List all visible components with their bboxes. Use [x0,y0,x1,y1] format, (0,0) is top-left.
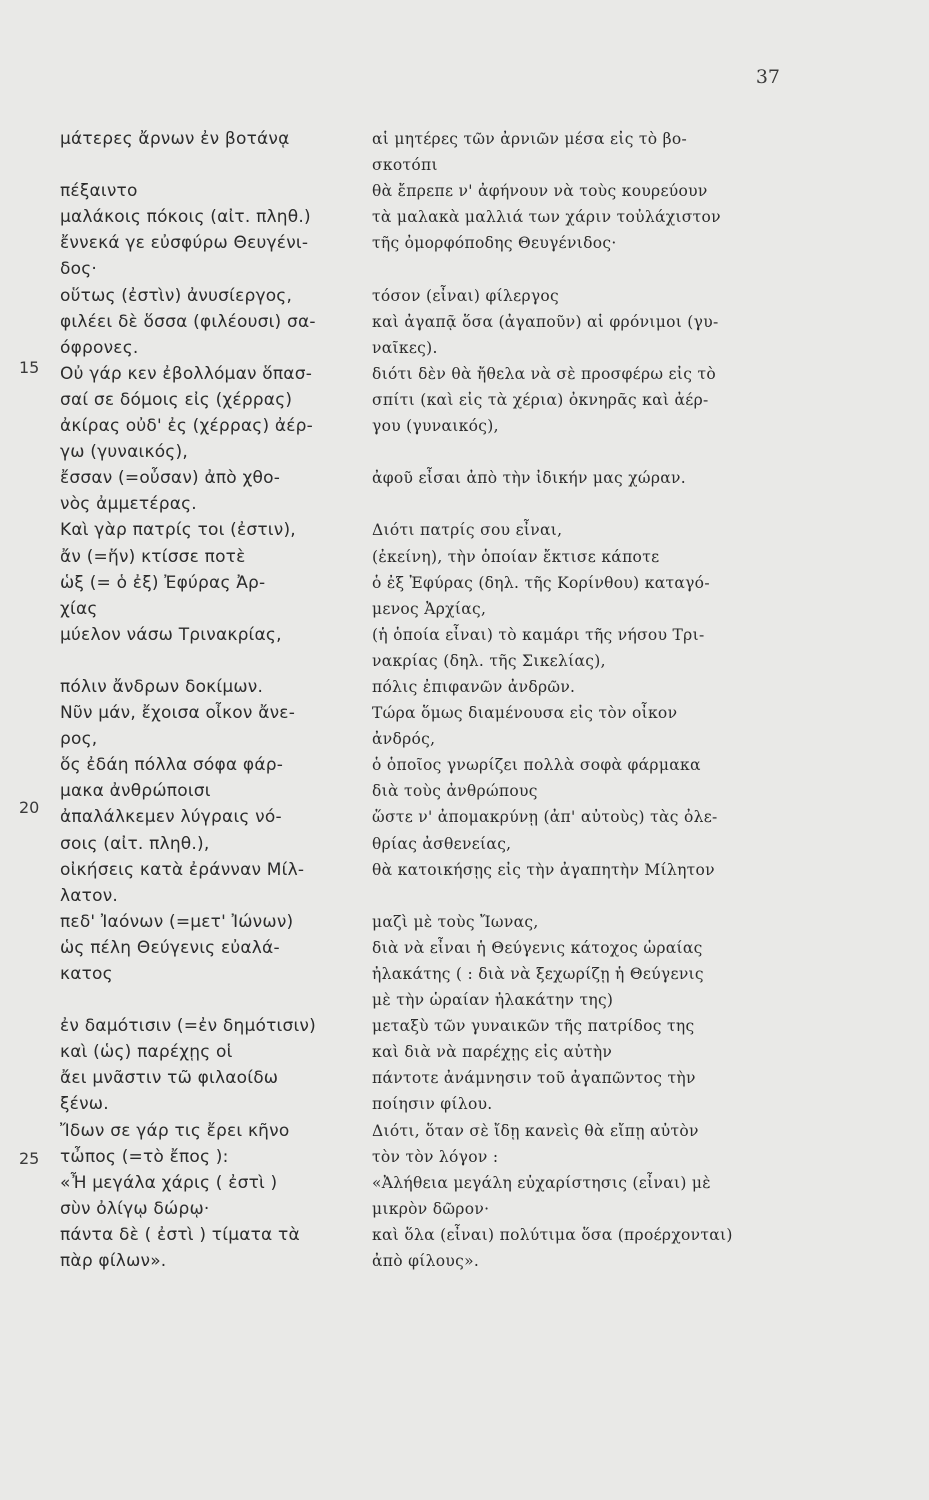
greek-text-line: οὕτως (ἐστὶν) ἀνυσίεργος, [60,285,293,306]
greek-text-line: φιλέει δὲ ὅσσα (φιλέουσι) σα- [60,311,316,332]
line-number-15: 15 [19,358,40,377]
greek-text-line [60,987,352,1013]
translation-line: θὰ κατοικήσῃς εἰς τὴν ἀγαπητὴν Μίλητον [372,860,715,879]
greek-text-line: πόλιν ἄνδρων δοκίμων. [60,676,264,697]
line-number-25: 25 [19,1149,40,1168]
greek-text-line: πάντα δὲ ( ἐστὶ ) τίματα τὰ [60,1224,300,1245]
translation-line: τὰ μαλακὰ μαλλιά των χάριν τοὐλάχιστον [372,208,721,227]
translation-line: διὰ τοὺς ἀνθρώπους [372,782,538,801]
translation-line: καὶ ἀγαπᾷ ὅσα (ἀγαποῦν) αἱ φρόνιμοι (γυ- [372,312,719,331]
translation-line: θρίας ἀσθενείας, [372,834,512,853]
greek-text-line: σοις (αἰτ. πληθ.), [60,833,210,854]
greek-text-line: μαλάκοις πόκοις (αἰτ. πληθ.) [60,207,311,228]
greek-text-line: «Ἦ μεγάλα χάρις ( ἐστὶ ) [60,1172,278,1193]
translation-line: μεταξὺ τῶν γυναικῶν τῆς πατρίδος της [372,1017,695,1036]
translation-line: ὁ ἐξ Ἐφύρας (δηλ. τῆς Κορίνθου) καταγό- [372,573,710,592]
greek-text-line: ὅς ἐδάη πόλλα σόφα φάρ- [60,755,284,776]
translation-line: θὰ ἔπρεπε ν' ἀφήνουν νὰ τοὺς κουρεύουν [372,182,708,201]
greek-text-line: ἔννεκά γε εὐσφύρω Θευγένι- [60,233,309,254]
translation-line: τὸν τὸν λόγον : [372,1147,499,1166]
greek-text-line: κατος [60,964,113,984]
translation-line: σπίτι (καὶ εἰς τὰ χέρια) ὀκνηρᾶς καὶ ἀέρ- [372,390,709,409]
translation-line: διότι δὲν θὰ ἤθελα νὰ σὲ προσφέρω εἰς τὸ [372,364,716,383]
greek-text-line: πέξαιντο [60,181,138,202]
translation-line: Τώρα ὅμως διαμένουσα εἰς τὸν οἶκον [372,704,678,723]
greek-text-line: Ἴδων σε γάρ τις ἔρει κῆνο [60,1120,290,1141]
greek-text-line: καὶ (ὡς) παρέχῃς οἱ [60,1042,233,1063]
translation-line: γου (γυναικός), [372,417,499,436]
translation-line: μαζὶ μὲ τοὺς Ἴωνας, [372,912,539,931]
translation-line [372,491,792,517]
greek-text-line: δος· [60,259,97,280]
translation-line [372,256,792,282]
translation-line: σκοτόπι [372,156,438,175]
greek-text-line: γω (γυναικός), [60,442,188,463]
greek-text-line: μάτερες ἄρνων ἐν βοτάνᾳ [60,129,290,149]
translation-line: καὶ διὰ νὰ παρέχῃς εἰς αὐτὴν [372,1043,613,1062]
greek-text-line: πὰρ φίλων». [60,1251,167,1272]
modern-greek-translation-column [372,126,792,1274]
greek-text-line: μακα ἀνθρώποισι [60,781,211,802]
greek-text-line: ὡς πέλη Θεύγενις εὐαλά- [60,937,280,958]
translation-line: ὁ ὁποῖος γνωρίζει πολλὰ σοφὰ φάρμακα [372,756,701,775]
line-number-20: 20 [19,798,40,817]
greek-text-line [60,152,352,178]
translation-line: τόσον (εἶναι) φίλεργος [372,286,560,305]
greek-text-line: Καὶ γὰρ πατρίς τοι (ἐστιν), [60,520,296,541]
translation-line: τῆς ὀμορφόποδης Θευγένιδος· [372,234,617,253]
translation-line: μὲ τὴν ὡραίαν ἠλακάτην της) [372,991,614,1010]
greek-text-line: ἀκίρας οὐδ' ἐς (χέρρας) ἀέρ- [60,416,314,437]
greek-text-line: ἄει μνᾶστιν τῶ φιλαοίδω [60,1068,279,1089]
translation-line: (ἐκείνη), τὴν ὁποίαν ἔκτισε κάποτε [372,547,660,566]
greek-text-line: τὦπος (=τὸ ἔπος ): [60,1146,229,1167]
translation-line [372,439,792,465]
greek-text-line: πεδ' Ἰαόνων (=μετ' Ἰώνων) [60,911,294,932]
translation-line: νακρίας (δηλ. τῆς Σικελίας), [372,651,606,670]
translation-line: πάντοτε ἀνάμνησιν τοῦ ἀγαπῶντος τὴν [372,1069,696,1088]
greek-text-line [60,648,352,674]
greek-text-line: ἀπαλάλκεμεν λύγραις νό- [60,807,282,828]
greek-text-line: σαί σε δόμοις εἰς (χέρρας) [60,389,293,410]
translation-line: ἠλακάτης ( : διὰ νὰ ξεχωρίζῃ ἡ Θεύγενις [372,965,704,983]
translation-line: καὶ ὅλα (εἶναι) πολύτιμα ὅσα (προέρχονται) [372,1225,733,1244]
translation-line: ἀφοῦ εἶσαι ἀπὸ τὴν ἰδικήν μας χώραν. [372,469,687,488]
greek-text-line: ἄν (=ἥν) κτίσσε ποτὲ [60,546,246,567]
page-number: 37 [755,66,780,88]
greek-text-line: νὸς ἀμμετέρας. [60,494,197,515]
translation-line: ποίησιν φίλου. [372,1095,493,1114]
translation-line: «Ἀλήθεια μεγάλη εὐχαρίστησις (εἶναι) μὲ [372,1173,711,1192]
greek-text-line: Νῦν μάν, ἔχοισα οἶκον ἄνε- [60,703,296,724]
greek-text-line: ξένω. [60,1094,109,1115]
translation-line: (ἡ ὁποία εἶναι) τὸ καμάρι τῆς νήσου Τρι- [372,625,705,644]
greek-text-line: ρος, [60,729,98,750]
greek-text-line: σὺν ὀλίγῳ δώρῳ· [60,1198,210,1219]
translation-line: πόλις ἐπιφανῶν ἀνδρῶν. [372,677,576,696]
translation-line: μικρὸν δῶρον· [372,1199,490,1218]
translation-line: ἀνδρός, [372,730,436,749]
translation-line: ναῖκες). [372,338,438,357]
translation-line: ἀπὸ φίλους». [372,1252,480,1271]
translation-line [372,883,792,909]
greek-original-column [60,126,352,1274]
translation-line: ὥστε ν' ἀπομακρύνῃ (ἀπ' αὐτοὺς) τὰς ὀλε- [372,808,718,827]
greek-text-line: Οὐ γάρ κεν ἐβολλόμαν ὅπασ- [60,363,313,384]
greek-text-line: ὡξ (= ὁ ἐξ) Ἐφύρας Ἀρ- [60,572,266,593]
greek-text-line: ἐν δαμότισιν (=ἐν δημότισιν) [60,1016,316,1037]
greek-text-line: ἔσσαν (=οὖσαν) ἀπὸ χθο- [60,468,281,489]
translation-line: Διότι, ὅταν σὲ ἴδῃ κανεὶς θὰ εἴπῃ αὐτὸν [372,1121,699,1140]
greek-text-line: όφρονες. [60,337,139,358]
greek-text-line: χίας [60,598,98,619]
translation-line: διὰ νὰ εἶναι ἡ Θεύγενις κάτοχος ὡραίας [372,938,703,957]
translation-line: αἱ μητέρες τῶν ἀρνιῶν μέσα εἰς τὸ βο- [372,130,688,148]
greek-text-line: μύελον νάσω Τρινακρίας, [60,624,282,645]
greek-text-line: λατον. [60,885,119,906]
greek-text-line: οἰκήσεις κατὰ ἐράνναν Μίλ- [60,859,305,880]
translation-line: μενος Ἀρχίας, [372,599,487,618]
translation-line: Διότι πατρίς σου εἶναι, [372,521,563,540]
